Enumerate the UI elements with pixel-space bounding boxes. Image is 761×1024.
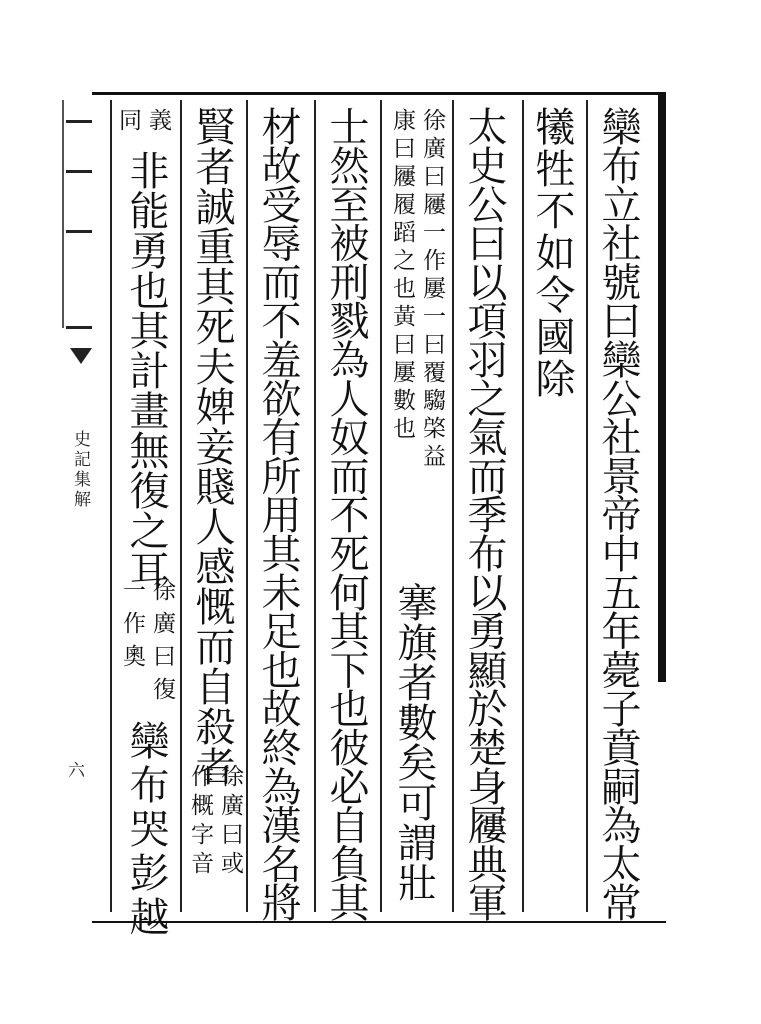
- text-column-3: 太史公曰以項羽之氣而季布以勇顯於楚身屨典軍: [461, 106, 507, 921]
- annotation-column-7-left-top: 同: [115, 108, 141, 133]
- text-column-7: 非能勇也其計畫無復之耳: [123, 150, 169, 590]
- column-rule: [380, 100, 382, 912]
- gutter-mark: [66, 230, 92, 233]
- column-rule: [522, 100, 524, 912]
- column-rule: [180, 100, 182, 912]
- text-column-7-continued: 欒布哭彭越: [123, 720, 169, 940]
- page-frame: [92, 92, 666, 923]
- column-rule: [246, 100, 248, 912]
- text-column-4: 士然至被刑戮為人奴而不死何其下也彼必自負其: [323, 106, 369, 921]
- annotation-column-7-left: 一作奧: [119, 578, 145, 677]
- fish-tail-mark: [70, 348, 92, 364]
- text-column-6: 賢者誠重其死夫婢妾賤人感慨而自殺者: [189, 106, 235, 786]
- gutter-mark: [66, 120, 92, 123]
- book-title: 史記集解: [70, 430, 90, 510]
- annotation-column-7-right-top: 義: [145, 108, 171, 133]
- gutter-mark: [66, 170, 92, 173]
- text-column-2: 犧牲不如令國除: [529, 106, 575, 400]
- column-rule: [110, 100, 112, 912]
- text-column-3-continued: 搴旗者數矣可謂壯: [391, 582, 437, 902]
- annotation-column-6-left: 作概字音: [187, 764, 213, 880]
- column-rule: [314, 100, 316, 912]
- text-column-5: 材故受辱而不羞欲有所用其未足也故終為漢名將: [255, 106, 301, 921]
- gutter-mark: [66, 326, 92, 329]
- page-number: 六: [68, 761, 85, 781]
- column-rule: [586, 100, 588, 912]
- column-rule: [452, 100, 454, 912]
- text-column-1: 欒布立社號曰欒公社景帝中五年薨子賁嗣為太常: [595, 106, 641, 921]
- frame-right-border: [658, 92, 666, 682]
- annotation-column-3-right: 徐廣曰屨一作屢一曰覆騶棨益: [419, 108, 445, 472]
- annotation-column-7-right: 徐廣曰復: [149, 578, 175, 710]
- gutter-edge: [62, 100, 64, 328]
- annotation-column-6-right: 徐廣曰或: [217, 764, 243, 880]
- annotation-column-3-left: 康曰屨履蹈之也黃曰屢數也: [389, 108, 415, 444]
